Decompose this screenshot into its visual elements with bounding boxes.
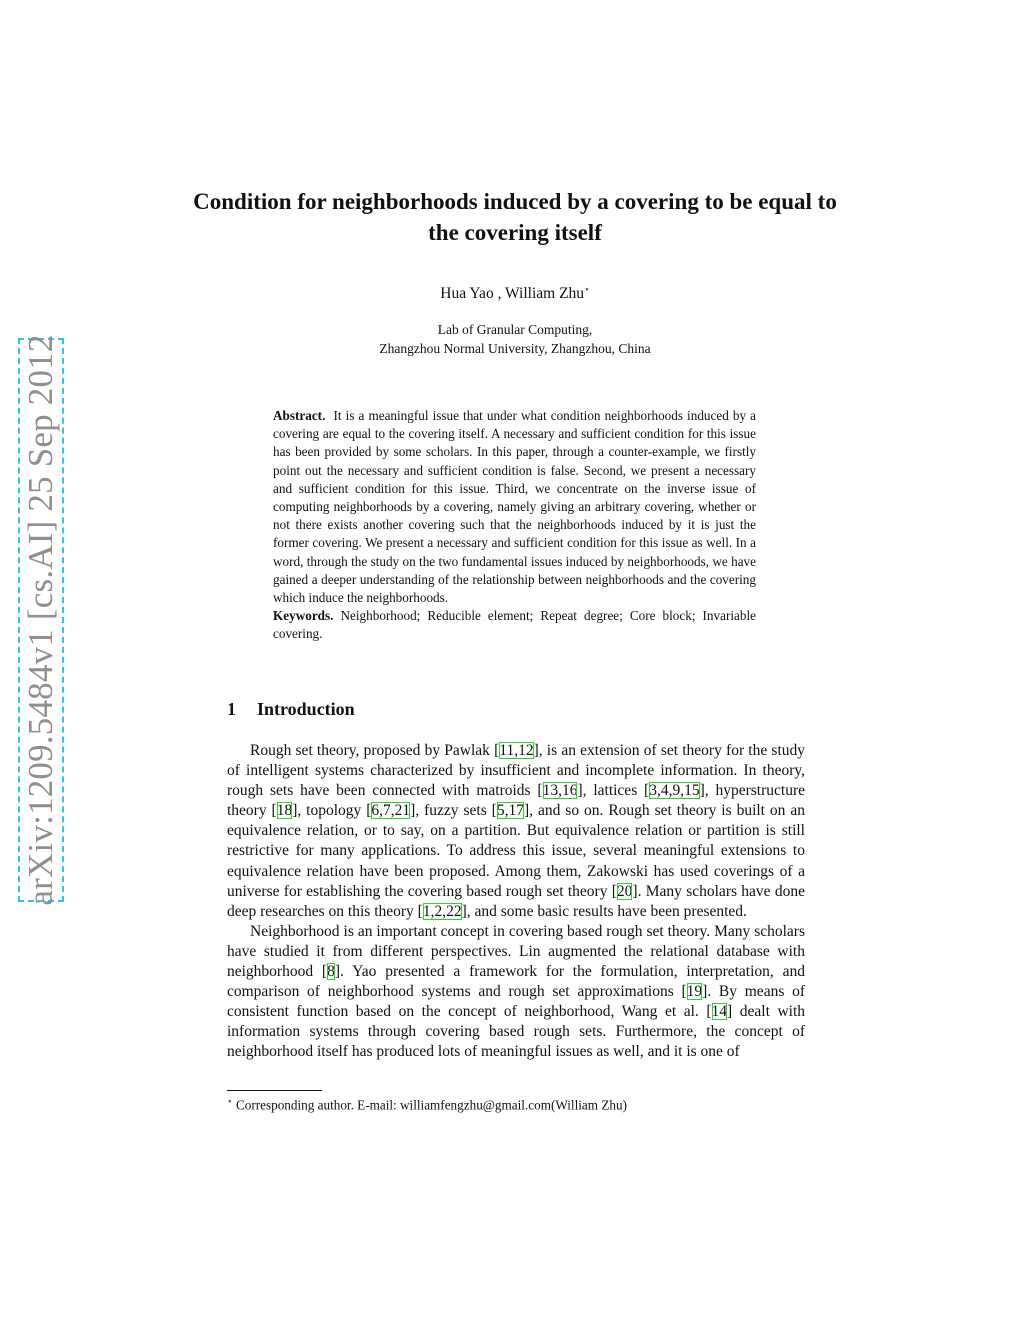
citation-link[interactable]: 1,2,22 (422, 902, 462, 920)
abstract-text: It is a meaningful issue that under what condition neighborhoods induced by a covering are equal to the covering itself. A necessary and sufficient condition for this issue has been provided by some scholars. In this paper, through a counter-example, we firstly point out the necessary and sufficient condition is false. Second, we present a necessary and sufficient condition for this issue. Third, we concentrate on the inverse issue of computing neighborhoods by a covering, namely giving an arbitrary covering, whether or not there exists another covering such that the neighborhoods induced by it is just the former covering. We present a necessary and sufficient condition for this issue as well. In a word, through the study on the two fundamental issues induced by neighborhoods, we have gained a deeper understanding of the relationship between neighborhoods and the covering which induce the neighborhoods. (273, 408, 756, 606)
affiliation-line1: Lab of Granular Computing, (437, 322, 593, 337)
text-segment: ]. Yao presented a framework for the formulation, interpretation, and comparison of neighborhood systems and rough set approximations [ (227, 963, 805, 1001)
arxiv-stamp-text: arXiv:1209.5484v1 [cs.AI] 25 Sep 2012 (21, 334, 60, 906)
text-segment: Neighborhood is an important concept in covering based rough set theory. Many scholars have studied it from different perspectives. Lin augmented the relational database with neighborhood [ (227, 922, 805, 981)
citation-link[interactable]: 18 (276, 802, 293, 820)
citation-link[interactable]: 11,12 (499, 742, 534, 759)
footnote-rule (227, 1090, 322, 1091)
abstract-label: Abstract. (273, 408, 326, 423)
section-number: 1 (227, 699, 236, 719)
footnote (227, 1096, 627, 1113)
text-segment: ], and so on. Rough set theory is built on an equivalence relation, or to say, on a partition. But equivalence relation or partition is still restrictive for many applications. To address this issue, several meaningful extensions to equivalence relation have been proposed. Among them, Zakowski has used coverings of a universe for establishing the covering based rough set theory [ (227, 802, 806, 900)
keywords-label: Keywords. (273, 608, 334, 624)
arxiv-stamp (18, 334, 64, 906)
text-segment: ], and some basic results have been presented. (461, 902, 747, 920)
affiliation-line2: Zhangzhou Normal University, Zhangzhou, China (379, 341, 651, 356)
citation-link[interactable]: 8 (327, 963, 335, 981)
text-segment: ], fuzzy sets [ (410, 802, 497, 820)
citation-link[interactable]: 19 (686, 983, 703, 1001)
citation-link[interactable]: 14 (711, 1003, 728, 1021)
author-mark: ⋆ (584, 284, 590, 294)
text-segment: ], is an extension of set theory for the study of intelligent systems characterized by insufficient and incomplete information. In theory, rough sets have been connected with matroids [ (227, 742, 805, 800)
section-title: Introduction (257, 699, 355, 719)
paragraph-2 (227, 922, 805, 1063)
citation-link[interactable]: 3,4,9,15 (649, 782, 700, 800)
text-segment: ]. Many scholars have done deep researches on this theory [ (227, 882, 805, 920)
text-segment: ], hyperstructure theory [ (227, 782, 806, 820)
citation-link[interactable]: 13,16 (542, 782, 578, 800)
text-segment: ], lattices [ (577, 782, 650, 800)
citation-link[interactable]: 5,17 (496, 802, 524, 820)
paper-title: Condition for neighborhoods induced by a covering to be equal to the covering itself (193, 189, 837, 245)
text-segment: ]. By means of consistent function based on the concept of neighborhood, Wang et al. [ (227, 983, 805, 1021)
body-text (227, 741, 805, 1063)
section-heading (227, 699, 355, 720)
text-segment: ], topology [ (292, 802, 372, 820)
authors (190, 284, 840, 303)
text-segment: Rough set theory, proposed by Pawlak [ (250, 742, 500, 759)
citation-link[interactable]: 6,7,21 (371, 802, 411, 820)
citation-link[interactable]: 20 (616, 882, 633, 900)
footnote-text: Corresponding author. E-mail: williamfengzhu@gmail.com(William Zhu) (235, 1097, 627, 1113)
author-names: Hua Yao , William Zhu (440, 285, 585, 303)
abstract (273, 407, 756, 644)
affiliation (190, 320, 840, 358)
footnote-mark: ⋆ (227, 1096, 233, 1106)
paragraph-1 (227, 741, 805, 922)
keywords-text: Neighborhood; Reducible element; Repeat degree; Core block; Invariable covering. (273, 608, 756, 642)
text-segment: ] dealt with information systems through covering based rough sets. Furthermore, the concept of neighborhood itself has produced lots of meaningful issues as well, and it is one of (227, 1003, 805, 1061)
